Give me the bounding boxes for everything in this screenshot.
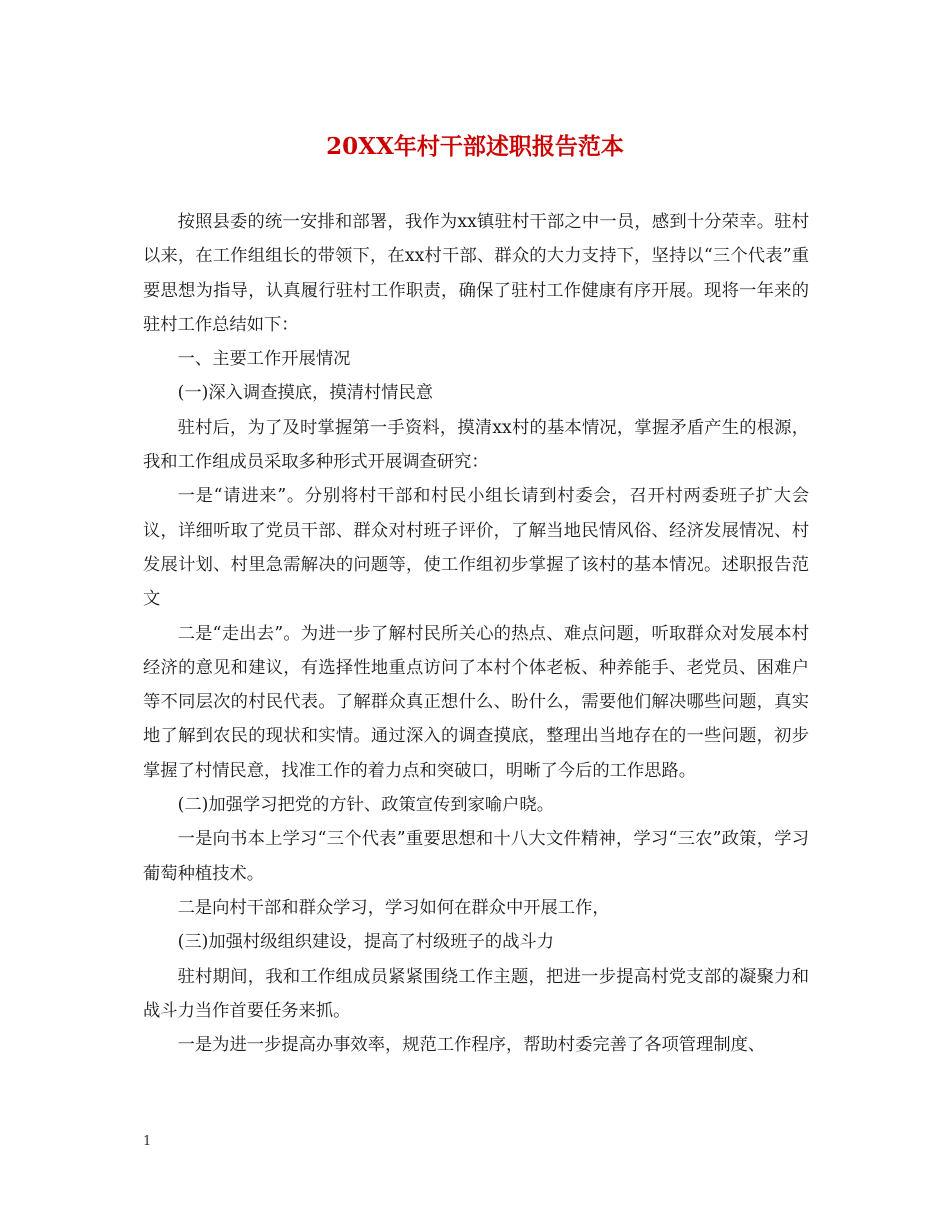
paragraph-investigation: 驻村后，为了及时掌握第一手资料，摸清xx村的基本情况，掌握矛盾产生的根源，我和工作组成员采取多种形式开展调查研究： <box>143 417 809 473</box>
paragraph-organization: 驻村期间，我和工作组成员紧紧围绕工作主题，把进一步提高村党支部的凝聚力和战斗力当作首要任务来抓。 <box>143 966 809 1021</box>
subheading-organization: (三)加强村级组织建设，提高了村级班子的战斗力 <box>177 932 554 953</box>
paragraph-study-people: 二是向村干部和群众学习，学习如何在群众中开展工作， <box>177 897 610 918</box>
document-body <box>143 205 809 1062</box>
paragraph-intro: 按照县委的统一安排和部署，我作为xx镇驻村干部之中一员，感到十分荣幸。驻村以来，在工作组组长的带领下，在xx村干部、群众的大力支持下，坚持以“三个代表”重要思想为指导，认真履行驻村工作职责，确保了驻村工作健康有序开展。现将一年来的驻村工作总结如下： <box>143 212 809 335</box>
heading-main-work: 一、主要工作开展情况 <box>177 349 351 370</box>
paragraph-invite-in: 一是“请进来”。分别将村干部和村民小组长请到村委会，召开村两委班子扩大会议，详细听取了党员干部、群众对村班子评价，了解当地民情风俗、经济发展情况、村发展计划、村里急需解决的问题等，使工作组初步掌握了该村的基本情况。述职报告范文 <box>143 486 809 610</box>
paragraph-study-books: 一是向书本上学习“三个代表”重要思想和十八大文件精神，学习“三农”政策，学习葡萄种植技术。 <box>143 829 809 884</box>
page-number: 1 <box>143 1134 152 1149</box>
document-title: 20XX年村干部述职报告范本 <box>326 133 624 160</box>
subheading-investigation: (一)深入调查摸底，摸清村情民意 <box>177 383 434 404</box>
paragraph-go-out: 二是“走出去”。为进一步了解村民所关心的热点、难点问题，听取群众对发展本村经济的意见和建议，有选择性地重点访问了本村个体老板、种养能手、老党员、困难户等不同层次的村民代表。了解群众真正想什么、盼什么，需要他们解决哪些问题，真实地了解到农民的现状和实情。通过深入的调查摸底，整理出当地存在的一些问题，初步掌握了村情民意，找准工作的着力点和突破口，明晰了今后的工作思路。 <box>143 623 809 781</box>
paragraph-efficiency: 一是为进一步提高办事效率，规范工作程序，帮助村委完善了各项管理制度、 <box>177 1035 766 1056</box>
subheading-study: (二)加强学习把党的方针、政策宣传到家喻户晓。 <box>177 795 554 816</box>
